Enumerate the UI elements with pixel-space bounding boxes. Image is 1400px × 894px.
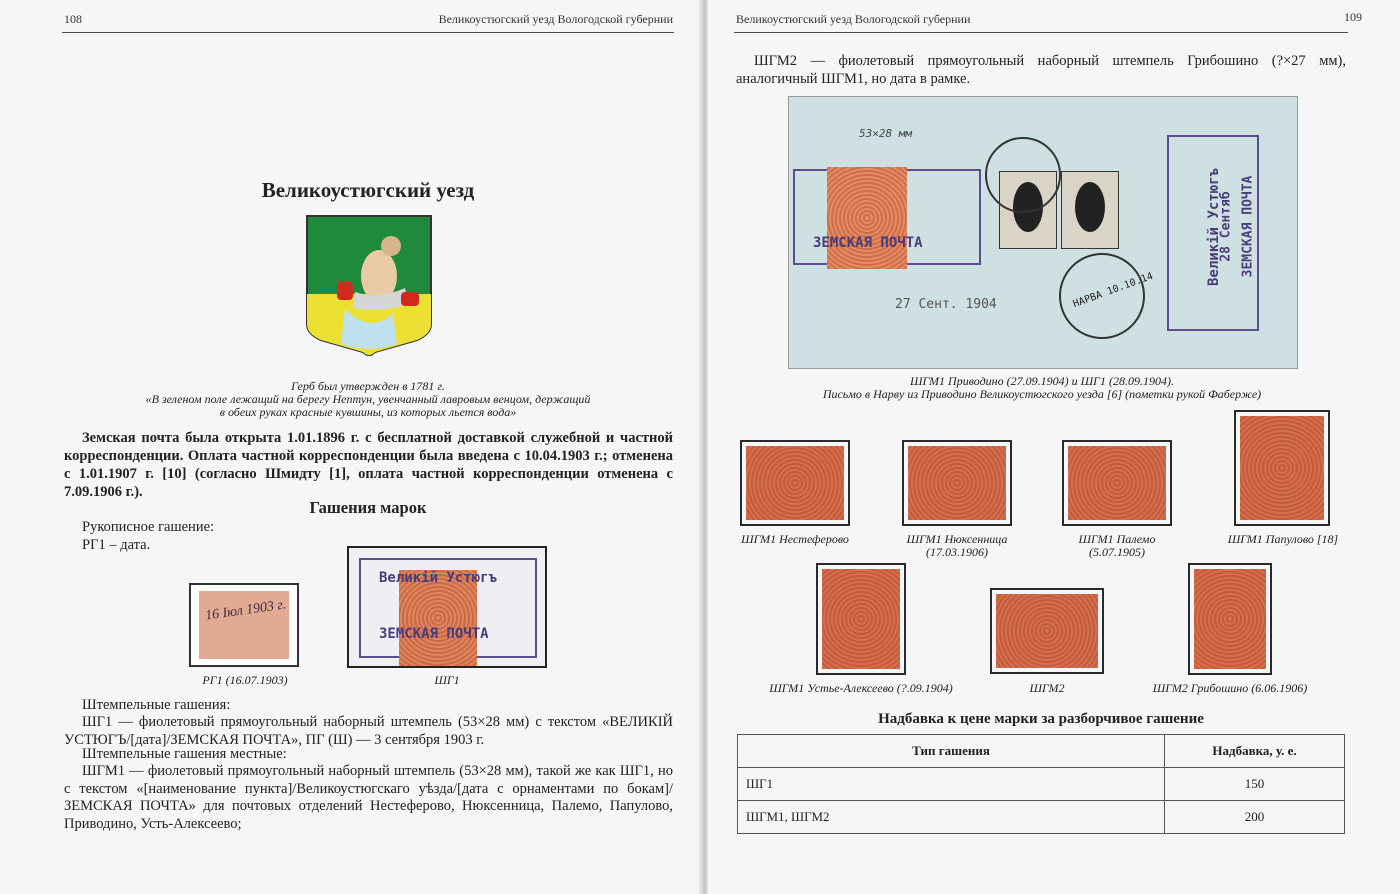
stamp-row1-4 — [1234, 410, 1330, 526]
local-paragraph: ШГМ1 — фиолетовый прямоугольный наборный штемпель (53×28 мм), такой же как ШГ1, но с текстом «[наименование пункта]/Великоустюгскаго уѣзда/[дата с орнаментами по бокам]/ЗЕМСКАЯ ПОЧТА» для почтовых отделений Нестеферово, Нюксенница, Палемо, Папулово, Приводино, Усть-Алексеево; — [64, 763, 673, 832]
cover-box-line3: ЗЕМСКАЯ ПОЧТА — [1240, 175, 1256, 278]
cover-date-note: 27 Сент. 1904 — [895, 297, 997, 312]
table-row — [738, 768, 1345, 801]
cover-large-stamp-frame — [1167, 135, 1259, 331]
local-label: Штемпельные гашения местные: — [82, 746, 287, 762]
header-rule-right — [734, 32, 1348, 33]
cover-caption-line1: ШГМ1 Приводино (27.09.1904) и ШГ1 (28.09.1904). — [910, 374, 1174, 388]
stamp-row1-2-caption-line2: (17.03.1906) — [926, 545, 988, 559]
stamp-row1-1 — [740, 440, 850, 526]
table-title: Надбавка к цене марки за разборчивое гашение — [878, 711, 1204, 727]
stamp-row2-2 — [990, 588, 1104, 674]
stamp-row1-3-caption — [1042, 533, 1192, 559]
cover-postmark-text: НАРВА 10.10.14 — [1071, 270, 1155, 311]
table-cell-value: 200 — [1165, 801, 1345, 834]
table-header-type: Тип гашения — [738, 735, 1165, 768]
running-header: Великоустюгский уезд Вологодской губернии — [438, 12, 673, 26]
stamp-row1-2 — [902, 440, 1012, 526]
stamp-row2-2-caption: ШГМ2 — [1029, 681, 1065, 695]
stamp-row1-2-caption-line1: ШГМ1 Нюксенница — [906, 532, 1008, 546]
section-title: Гашения марок — [309, 498, 427, 517]
table-header-surcharge: Надбавка, у. е. — [1165, 735, 1345, 768]
page-title: Великоустюгский уезд — [261, 178, 475, 202]
manual-value: РГ1 – дата. — [82, 537, 151, 553]
cover-stamp-red — [827, 167, 907, 269]
rg1-handwriting: 16 Іюл 1903 г. — [204, 597, 288, 624]
stamp-row1-2-caption — [882, 533, 1032, 559]
intro-paragraph: Земская почта была открыта 1.01.1896 г. с бесплатной доставкой служебной и частной корреспонденции. Оплата частной корреспонденции была введена с 10.04.1903 г.; отменена с 1.01.1907 г. [10] (согласно Шмидту [1], оплата частной корреспонденции отменена с 7.09.1906 г.). — [64, 430, 673, 500]
table-row — [738, 801, 1345, 834]
cover-caption-line2: Письмо в Нарву из Приводино Великоустюгского уезда [6] (пометки рукой Фаберже) — [822, 387, 1262, 401]
table-cell-value: 150 — [1165, 768, 1345, 801]
stamp-row1-4-caption: ШГМ1 Папулово [18] — [1227, 532, 1339, 546]
right-intro: ШГМ2 — фиолетовый прямоугольный наборный штемпель Грибошино (?×27 мм), аналогичный ШГМ1, но дата в рамке. — [736, 53, 1346, 87]
table-header-row — [738, 735, 1345, 768]
coat-caption — [62, 380, 674, 419]
coat-caption-line1: Герб был утвержден в 1781 г. — [291, 379, 445, 393]
stamp-row1-1-caption: ШГМ1 Нестеферово — [741, 532, 849, 546]
cover-box-line1: Великій Устюгъ — [1206, 168, 1222, 287]
sg1-line2: ЗЕМСКАЯ ПОЧТА — [379, 626, 489, 642]
surcharge-table — [737, 734, 1345, 834]
table-cell-type: ШГ1 — [738, 768, 1165, 801]
cover-postmark-circle1 — [985, 137, 1061, 213]
stamp-row2-3 — [1188, 563, 1272, 675]
stamp-row1-3-caption-line1: ШГМ1 Палемо — [1078, 532, 1156, 546]
cover-stamp-black2 — [1061, 171, 1119, 249]
running-header-right: Великоустюгский уезд Вологодской губернии — [736, 12, 971, 26]
sg1-line1: Великій Устюгъ — [379, 570, 498, 586]
stamp-row1-3-caption-line2: (5.07.1905) — [1089, 545, 1145, 559]
manual-label: Рукописное гашение: — [82, 519, 215, 535]
cover-small-stamp-text: ЗЕМСКАЯ ПОЧТА — [813, 235, 923, 251]
stamp-paragraph: ШГ1 — фиолетовый прямоугольный наборный штемпель (53×28 мм) с текстом «ВЕЛИКІЙ УСТЮГЪ/[дата]/ЗЕМСКАЯ ПОЧТА», ПГ (Ш) — 3 сентября 1903 г. — [64, 714, 673, 748]
right-page — [708, 0, 1400, 894]
sg1-caption: ШГ1 — [434, 673, 460, 687]
cover-size-note: 53×28 мм — [859, 127, 912, 140]
stamp-row2-1 — [816, 563, 906, 675]
header-rule — [62, 32, 674, 33]
stamp-row2-1-caption: ШГМ1 Устье-Алексеево (?.09.1904) — [769, 681, 953, 695]
coat-of-arms-image — [305, 214, 433, 362]
rg1-stamp-image — [189, 583, 299, 667]
cover-letter-image — [788, 96, 1298, 369]
stamp-row2-3-caption: ШГМ2 Грибошино (6.06.1906) — [1152, 681, 1308, 695]
stamp-label: Штемпельные гашения: — [82, 697, 231, 713]
rg1-caption: РГ1 (16.07.1903) — [202, 673, 288, 687]
stamp-row1-3 — [1062, 440, 1172, 526]
cover-box-line2: 28 Сентяб — [1218, 191, 1234, 262]
page-number-right: 109 — [1344, 10, 1362, 24]
cover-caption — [788, 375, 1296, 401]
page-number: 108 — [64, 12, 82, 26]
coat-caption-line2: «В зеленом поле лежащий на берегу Нептун, увенчанный лавровым венцом, держащий — [145, 392, 591, 406]
coat-caption-line3: в обеих руках красные кувшины, из которых льется вода» — [219, 405, 517, 419]
sg1-stamp-image — [347, 546, 547, 668]
table-cell-type: ШГМ1, ШГМ2 — [738, 801, 1165, 834]
